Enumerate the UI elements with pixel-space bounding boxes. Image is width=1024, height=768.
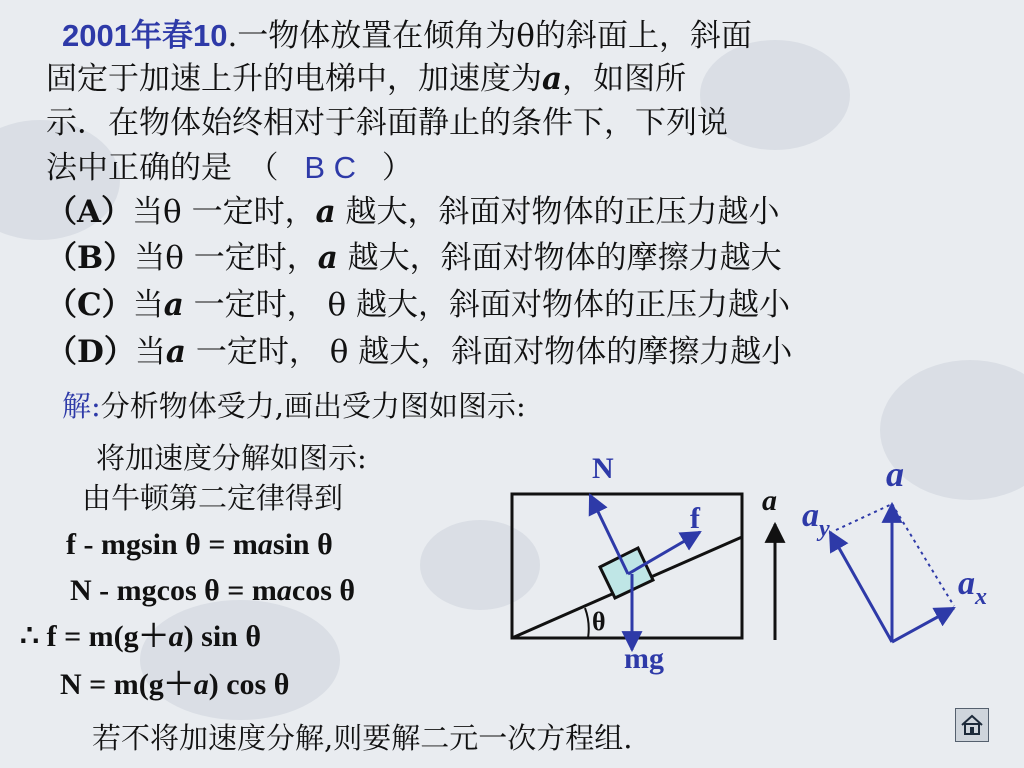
option-d-post: 一定时， θ 越大，斜面对物体的摩擦力越小 bbox=[185, 334, 793, 370]
problem-source: 2001年春10 bbox=[62, 18, 228, 53]
problem-text-1: .一物体放置在倾角为θ的斜面上，斜面 bbox=[227, 18, 752, 54]
option-b-label: （B） bbox=[46, 240, 135, 276]
dotted-ax bbox=[892, 504, 954, 606]
accel-ay-arrow bbox=[830, 532, 892, 642]
accel-ax-arrow bbox=[892, 608, 954, 642]
eq4-part-a: N = m(g＋ bbox=[60, 668, 194, 701]
eq4-var: a bbox=[193, 668, 209, 701]
option-c-pre: 当 bbox=[132, 287, 164, 323]
eq4-part-b: ) cos θ bbox=[208, 668, 290, 701]
label-a-elevator: a bbox=[762, 484, 777, 517]
eq2-var: a bbox=[276, 574, 292, 607]
home-button[interactable] bbox=[955, 708, 989, 742]
label-ay: $a_y$ bbox=[802, 497, 830, 542]
problem-line-3: 示．在物体始终相对于斜面静止的条件下，下列说 bbox=[46, 105, 728, 141]
eq2-part-b: cos θ bbox=[291, 574, 356, 607]
option-b-var: a bbox=[317, 240, 338, 276]
eq2-part-a: N - mgcos θ = m bbox=[70, 574, 277, 607]
option-a-label: （A） bbox=[46, 194, 133, 230]
eq1-part-b: sin θ bbox=[272, 528, 333, 561]
conclusion-text: 若不将加速度分解,则要解二元一次方程组. bbox=[92, 721, 633, 755]
option-b-post: 越大，斜面对物体的摩擦力越大 bbox=[337, 240, 782, 276]
problem-var-a: a bbox=[542, 61, 563, 97]
label-mg: mg bbox=[624, 642, 664, 675]
problem-text-4b: ） bbox=[381, 150, 413, 186]
option-a-var: a bbox=[315, 194, 336, 230]
solution-text: 分析物体受力,画出受力图如图示: bbox=[100, 389, 526, 423]
eq1-var: a bbox=[257, 528, 273, 561]
option-d-label: （D） bbox=[46, 334, 135, 370]
angle-arc bbox=[585, 608, 589, 638]
eq1-part-a: f - mgsin θ = m bbox=[66, 528, 258, 561]
option-d-var: a bbox=[165, 334, 186, 370]
problem-text-4a: 法中正确的是 （ bbox=[46, 150, 279, 186]
solution-prefix: 解: bbox=[62, 389, 101, 423]
option-c-label: （C） bbox=[46, 287, 133, 323]
eq3-part-a: ∴ f = m(g＋ bbox=[20, 620, 169, 653]
option-c-var: a bbox=[163, 287, 184, 323]
option-c-post: 一定时， θ 越大，斜面对物体的正压力越小 bbox=[183, 287, 791, 323]
newton-text: 由牛顿第二定律得到 bbox=[82, 481, 344, 515]
dotted-ay bbox=[836, 504, 892, 530]
option-a-post: 越大，斜面对物体的正压力越小 bbox=[335, 194, 780, 230]
option-d-pre: 当 bbox=[134, 334, 166, 370]
problem-text-2b: ，如图所 bbox=[562, 61, 687, 97]
problem-text-2a: 固定于加速上升的电梯中，加速度为 bbox=[46, 61, 542, 97]
option-a-pre: 当θ 一定时， bbox=[132, 194, 316, 230]
answer: B C bbox=[304, 150, 357, 185]
eq3-part-b: ) sin θ bbox=[183, 620, 261, 653]
decompose-text: 将加速度分解如图示: bbox=[96, 441, 367, 475]
eq3-var: a bbox=[168, 620, 184, 653]
home-icon bbox=[959, 713, 985, 737]
label-theta: θ bbox=[592, 607, 606, 636]
option-b-pre: 当θ 一定时， bbox=[134, 240, 318, 276]
label-a: a bbox=[886, 454, 904, 494]
label-N: N bbox=[592, 452, 614, 485]
label-ax: $a_x$ bbox=[958, 565, 987, 610]
label-f: f bbox=[690, 502, 700, 535]
